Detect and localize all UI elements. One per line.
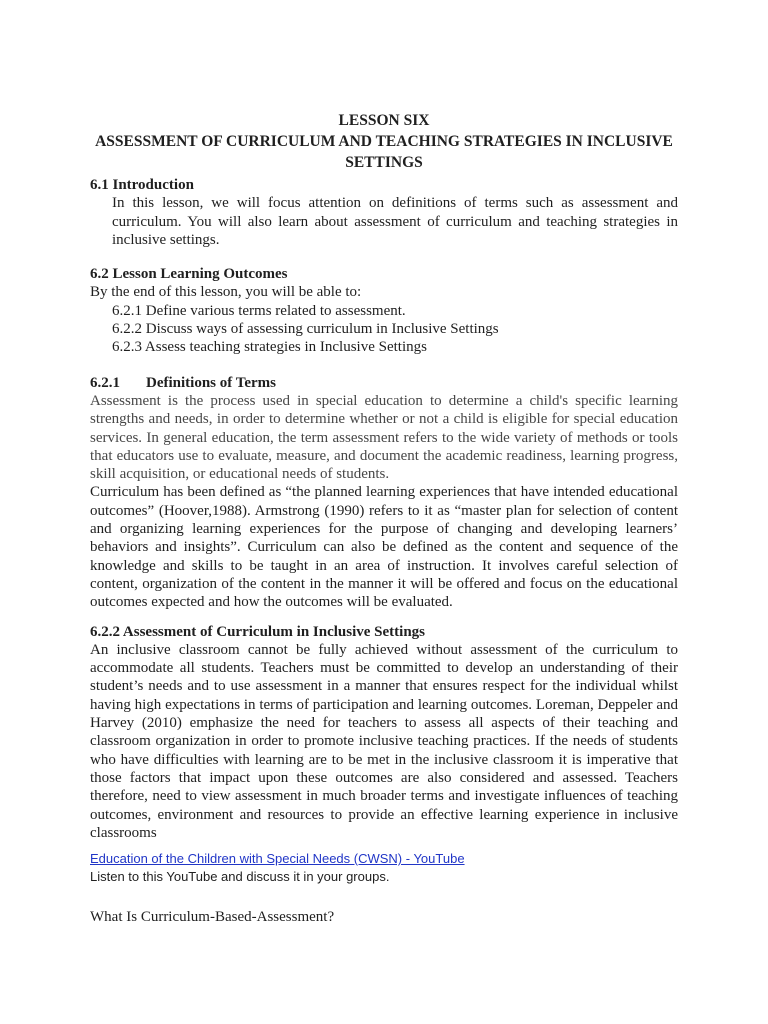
heading-6-2-1-definitions-of-terms [90, 374, 678, 392]
heading-6-2-lesson-learning-outcomes: 6.2 Lesson Learning Outcomes [90, 266, 288, 283]
outcome-item-define-terms: 6.2.1 Define various terms related to assessment. [112, 302, 406, 319]
lesson-subtitle: ASSESSMENT OF CURRICULUM AND TEACHING STRATEGIES IN INCLUSIVE SETTINGS [95, 133, 673, 171]
listen-instruction: Listen to this YouTube and discuss it in your groups. [90, 869, 390, 885]
youtube-hyperlink[interactable]: Education of the Children with Special Needs (CWSN) - YouTube [90, 851, 465, 867]
paragraph-introduction: In this lesson, we will focus attention on definitions of terms such as assessment and curriculum. You will also learn about assessment of curriculum and teaching strategies in inclusive settings. [112, 195, 678, 248]
lesson-title: LESSON SIX [338, 112, 430, 129]
outcome-item-discuss-ways: 6.2.2 Discuss ways of assessing curriculum in Inclusive Settings [112, 321, 499, 338]
paragraph-assessment-definition: Assessment is the process used in special education to determine a child's specific learning strengths and needs, in order to determine whether or not a child is eligible for special education services. In general education, the term assessment refers to the wide variety of methods or tools that educators use to evaluate, measure, and document the academic readiness, learning progress, skill acquisition, or educational needs of students. [90, 392, 678, 483]
question-curriculum-based-assessment: What Is Curriculum-Based-Assessment? [90, 909, 335, 926]
paragraph-curriculum-definition: Curriculum has been defined as “the planned learning experiences that have intended educational outcomes” (Hoover,1988). Armstrong (1990) refers to it as “master plan for selection of content and organizing learning experiences for the purpose of changing and developing learners’ behaviors and insights”. Curriculum can also be defined as the content and sequence of the knowledge and skills to be taught in an area of instruction. It involves careful selection of content, organization of the content in the manner it will be offered and focus on the educational outcomes expected and how the outcomes will be evaluated. [90, 484, 678, 611]
outcome-item-assess-strategies: 6.2.3 Assess teaching strategies in Inclusive Settings [112, 339, 427, 356]
document-title-block [90, 110, 678, 173]
paragraph-inclusive-classroom: An inclusive classroom cannot be fully achieved without assessment of the curriculum to accommodate all students. Teachers must be committed to develop an understanding of their student’s needs and to use assessment in a manner that ensures respect for the individual whilst having high expectations in terms of participation and learning outcomes. Loreman, Deppeler and Harvey (2010) emphasize the need for teachers to assess all aspects of their teaching and classroom organization in order to promote inclusive teaching practices. If the needs of students who have difficulties with learning are to be met in the inclusive classroom it is imperative that those factors that impact upon these outcomes are also considered and assessed. Teachers therefore, need to view assessment in much broader terms and investigate influences of teaching outcomes, environment and resources to provide an effective learning experience in inclusive classrooms [90, 641, 678, 841]
heading-6-1-introduction: 6.1 Introduction [90, 177, 194, 193]
heading-number: 6.2.1 [90, 374, 120, 391]
outcomes-intro: By the end of this lesson, you will be able to: [90, 284, 362, 301]
heading-label: Definitions of Terms [146, 374, 277, 391]
heading-6-2-2-assessment-of-curriculum: 6.2.2 Assessment of Curriculum in Inclusive Settings [90, 623, 426, 640]
